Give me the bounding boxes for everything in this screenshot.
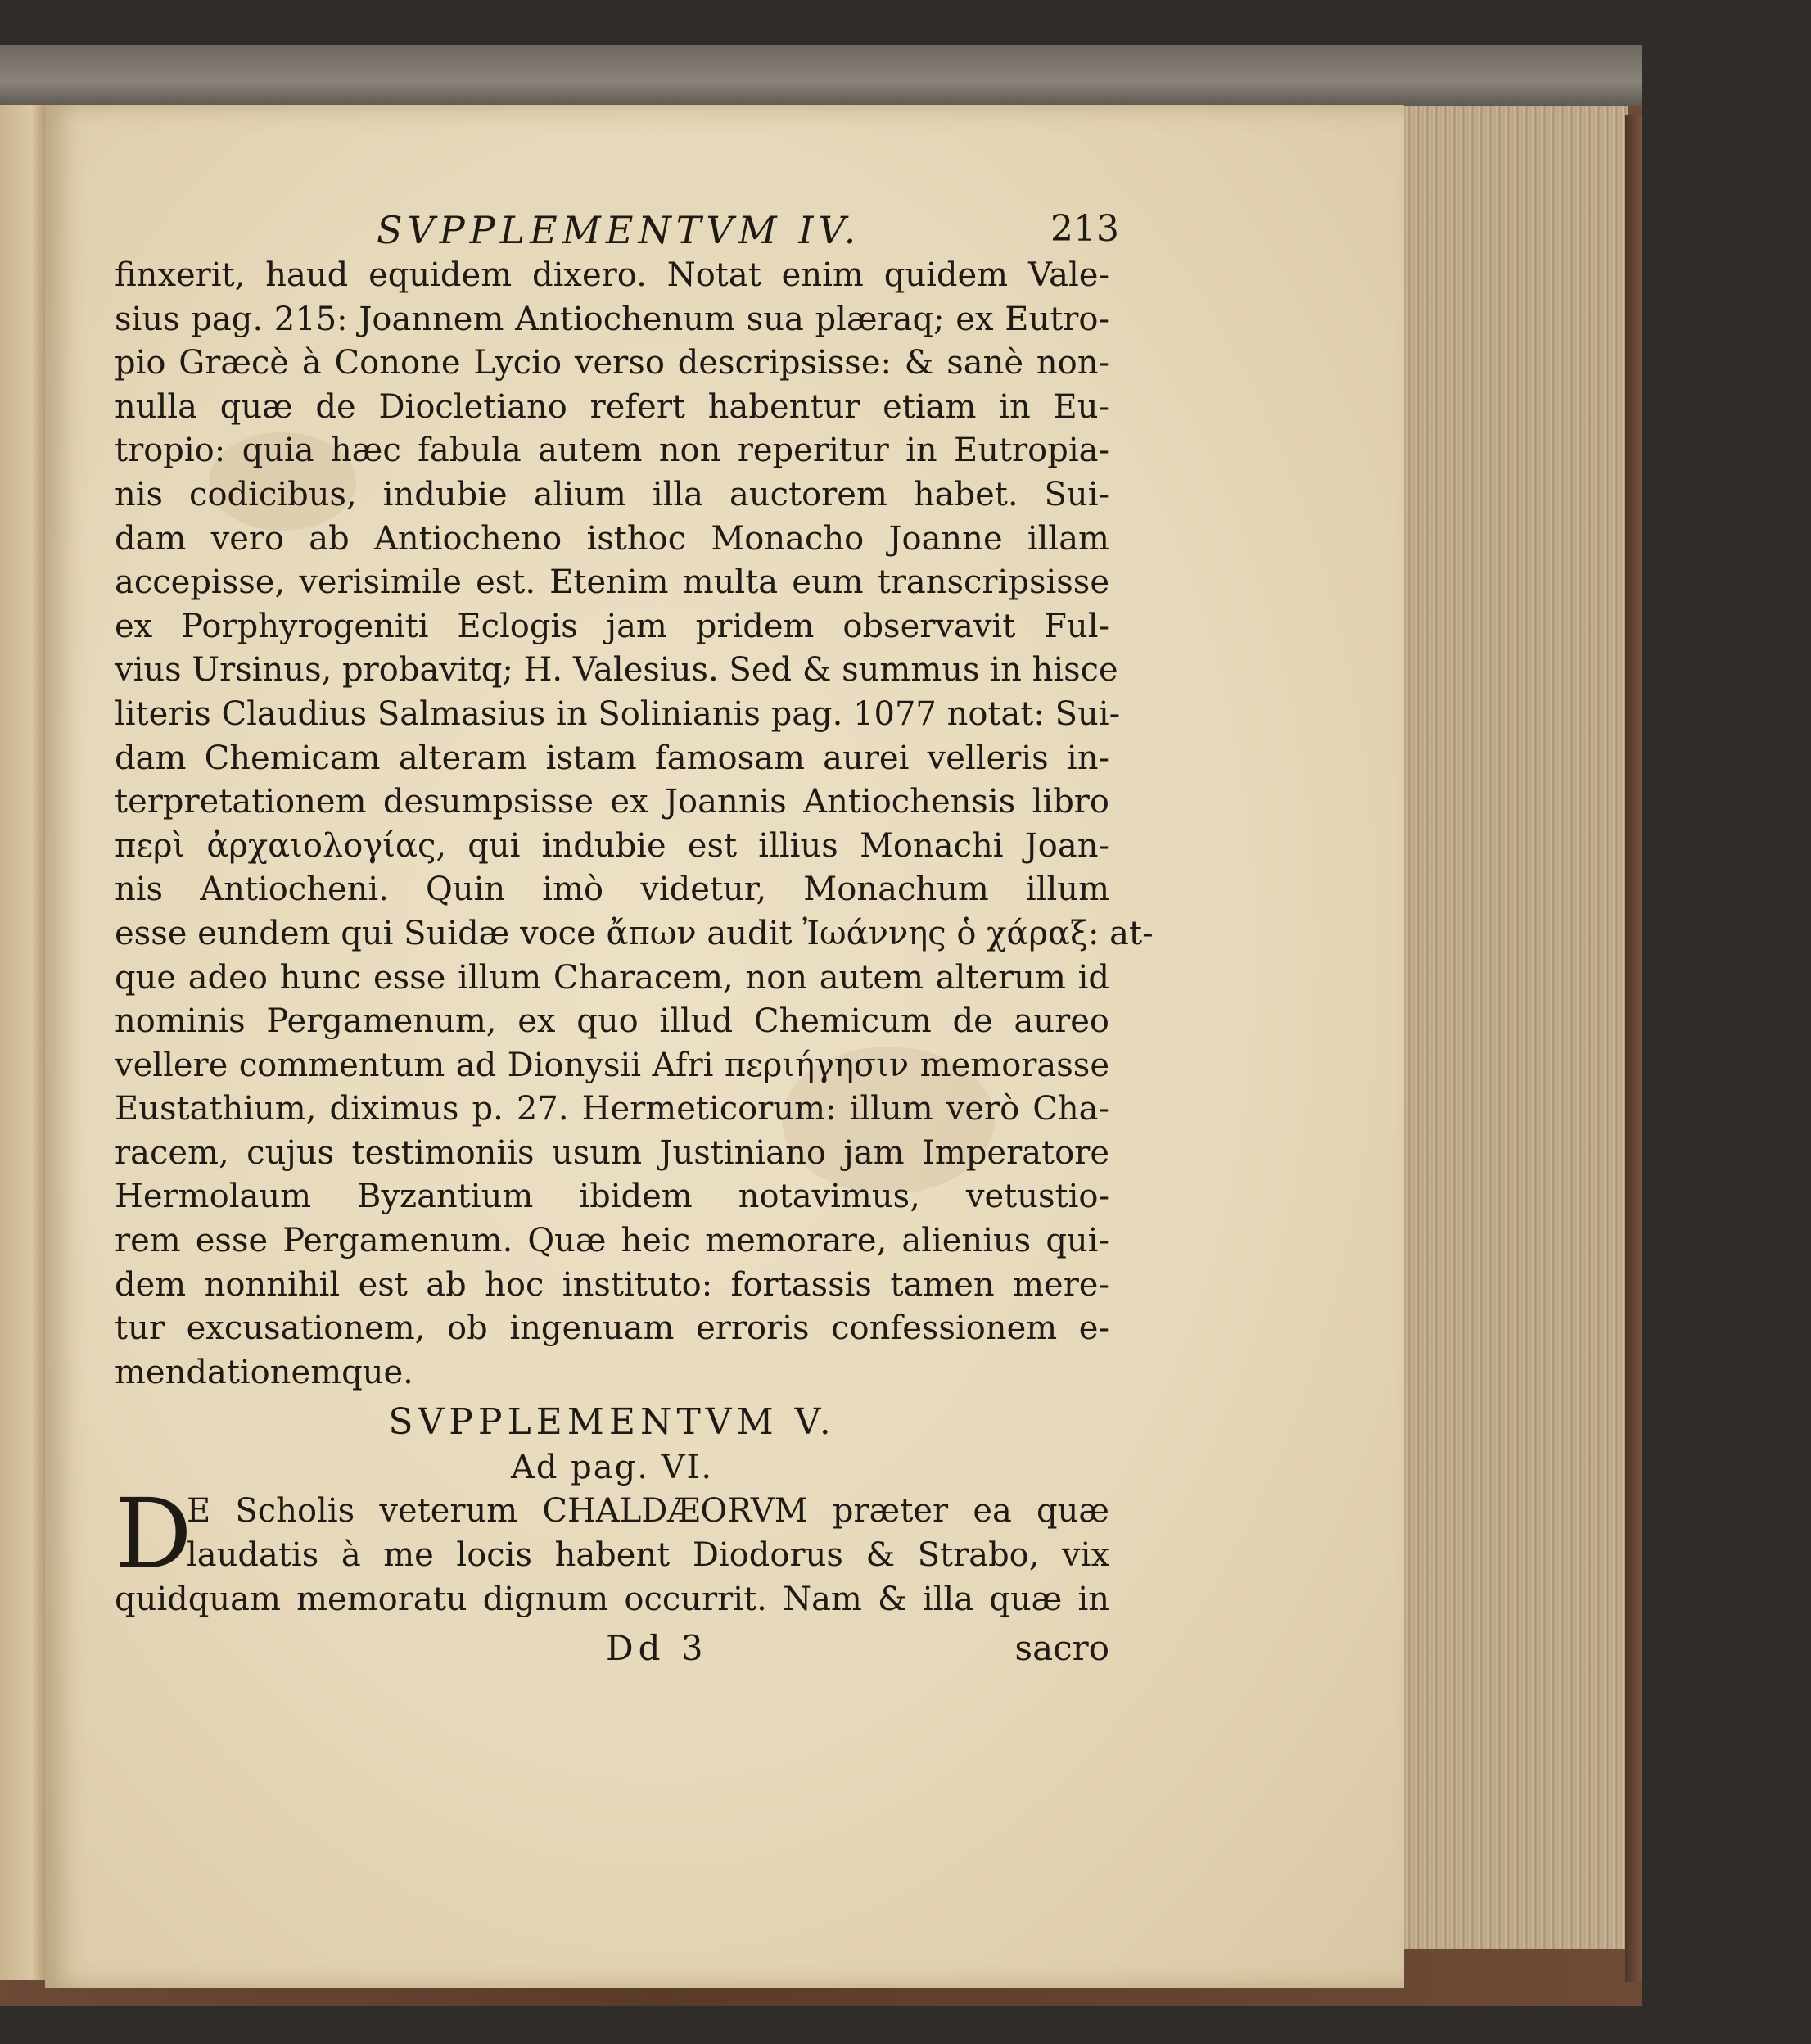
text-line: finxerit, haud equidem dixero. Notat enim quidem Vale- (115, 256, 1109, 294)
text-line: tropio: quia hæc fabula autem non reperitur in Eutropia- (115, 432, 1109, 470)
text-line: dam Chemicam alteram istam famosam aurei velleris in- (115, 739, 1109, 777)
binding-shadow (1625, 115, 1642, 1982)
text-line: vius Ursinus, probavitq; H. Valesius. Sed & summus in hisce (115, 651, 1118, 690)
body-paragraph-2 (115, 1477, 1109, 1621)
signature-mark: Dd 3 (606, 1628, 708, 1669)
text-line: pio Græcè à Conone Lycio verso descripsisse: & sanè non- (115, 344, 1109, 382)
text-line: dam vero ab Antiocheno isthoc Monacho Joanne illam (115, 519, 1109, 558)
text-line: ex Porphyrogeniti Eclogis jam pridem observavit Ful- (115, 607, 1109, 645)
page-block-edges (1400, 106, 1628, 1949)
page-header (115, 197, 1119, 254)
text-line: nis codicibus, indubie alium illa auctorem habet. Sui- (115, 475, 1109, 513)
page-text (115, 197, 1154, 1671)
text-line: vellere commentum ad Dionysii Afri περιήγησιν memorasse (115, 1046, 1109, 1084)
text-line: Eustathium, diximus p. 27. Hermeticorum: illum verò Cha- (115, 1090, 1109, 1128)
text-line: esse eundem qui Suidæ voce ἄπων audit Ἰωάννης ὁ χάραξ: at- (115, 914, 1154, 952)
facing-page-edge (0, 105, 45, 1980)
text-line: sius pag. 215: Joannem Antiochenum sua plæraq; ex Eutro- (115, 300, 1109, 338)
text-line: literis Claudius Salmasius in Solinianis pag. 1077 notat: Sui- (115, 694, 1121, 733)
text-line: περὶ ἀρχαιολογίας, qui indubie est illius Monachi Joan- (115, 826, 1109, 865)
body-paragraph (115, 254, 1154, 1395)
text-line: mendationemque. (115, 1353, 413, 1391)
text-line: tur excusationem, ob ingenuam erroris confessionem e- (115, 1309, 1109, 1348)
text-line: laudatis à me locis habent Diodorus & Strabo, vix (187, 1536, 1109, 1575)
book-head-edge (0, 45, 1642, 106)
text-line: que adeo hunc esse illum Characem, non autem alterum id (115, 958, 1109, 997)
text-line: E Scholis veterum CHALDÆORVM præter ea quæ (187, 1492, 1109, 1531)
text-line: nominis Pergamenum, ex quo illud Chemicum de aureo (115, 1002, 1109, 1041)
running-head: SVPPLEMENTVM IV. (377, 208, 861, 252)
text-line: quidquam memoratu dignum occurrit. Nam & illa quæ in (115, 1580, 1109, 1618)
text-line: nis Antiocheni. Quin imò videtur, Monachum illum (115, 871, 1109, 909)
catchword: sacro (1014, 1628, 1109, 1669)
section-subheading: Ad pag. VI. (510, 1449, 714, 1487)
page-footer (115, 1621, 1109, 1671)
text-line: accepisse, verisimile est. Etenim multa eum transcripsisse (115, 563, 1109, 602)
page-number: 213 (1050, 208, 1119, 250)
text-line: nulla quæ de Diocletiano refert habentur etiam in Eu- (115, 387, 1109, 426)
text-line: rem esse Pergamenum. Quæ heic memorare, alienius qui- (115, 1222, 1109, 1260)
text-line: Hermolaum Byzantium ibidem notavimus, vetustio- (115, 1178, 1109, 1216)
drop-cap: D (115, 1477, 192, 1591)
text-line: dem nonnihil est ab hoc instituto: fortassis tamen mere- (115, 1265, 1109, 1304)
text-line: terpretationem desumpsisse ex Joannis Antiochensis libro (115, 783, 1109, 821)
text-line: racem, cujus testimoniis usum Justiniano jam Imperatore (115, 1133, 1109, 1172)
section-heading: SVPPLEMENTVM V. (388, 1401, 836, 1444)
